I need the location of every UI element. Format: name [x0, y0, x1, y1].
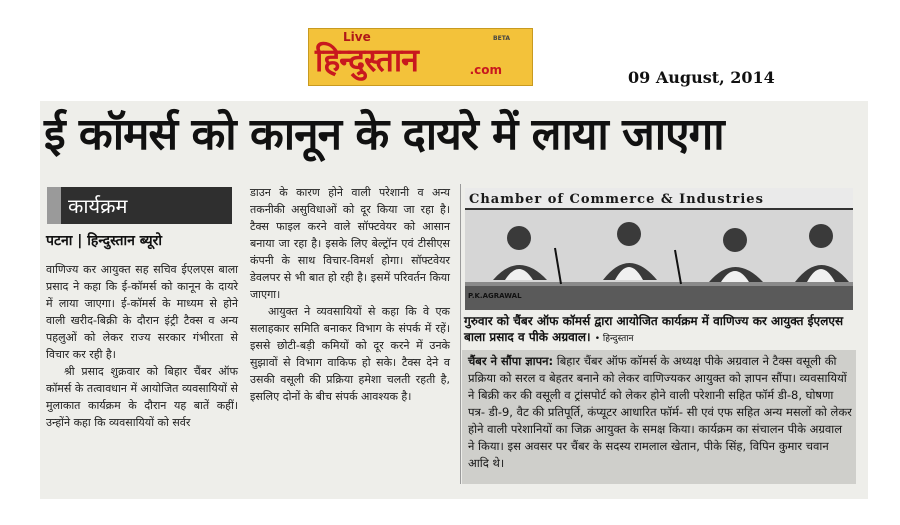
section-label-tab — [47, 187, 61, 224]
article-column-1 — [46, 261, 238, 431]
article-paragraph: श्री प्रसाद शुक्रवार को बिहार चैंबर ऑफ कॉमर्स के तत्वावधान में आयोजित व्यवसायियों से मुलाकात कार्यक्रम के दौरान यह बातें कहीं। उन्होंने कहा कि व्यवसायियों को सर्वर — [46, 365, 238, 429]
logo-domain: .com — [469, 63, 502, 77]
photo-banner-text: Chamber of Commerce & Industries — [469, 192, 764, 207]
dateline: पटना | हिन्दुस्तान ब्यूरो — [46, 233, 162, 249]
article-paragraph: डाउन के कारण होने वाली परेशानी व अन्य तकनीकी असुविधाओं को दूर किया जा रहा है। टैक्स फाइल करने वाले सॉफ्टवेयर को आसान बनाया जा रहा है। इसके लिए बेल्ट्रॉन एवं टीसीएस कंपनी के साथ विचार-विमर्श होगा। सॉफ्टवेयर डेवलपर से भी बात हो रही है। इसमें परिवर्तन किया जाएगा। — [250, 186, 450, 301]
photo-caption-text: गुरुवार को चैंबर ऑफ कॉमर्स द्वारा आयोजित कार्यक्रम में वाणिज्य कर आयुक्त ईएलएस बाला प्रसाद व पीके अग्रवाल। — [464, 314, 844, 344]
memorandum-lead: चैंबर ने सौंपा ज्ञापन: — [468, 354, 554, 368]
logo-wordmark: हिन्दुस्तान — [315, 41, 418, 79]
publication-date: 09 August, 2014 — [628, 68, 775, 87]
logo-beta-badge: BETA — [493, 35, 510, 42]
logo-live-text: Live — [343, 30, 371, 44]
photo-credit: • हिन्दुस्तान — [594, 334, 634, 344]
memorandum-body: बिहार चैंबर ऑफ कॉमर्स के अध्यक्ष पीके अग्रवाल ने टैक्स वसूली की प्रक्रिया को सरल व बेहतर बनाने को लेकर वाणिज्यकर आयुक्त को ज्ञापन सौंपा। व्यवसायियों ने बिक्री कर की वसूली व ट्रांसपोर्ट को लेकर होने वाली परेशानी सहित फॉर्म डी-8, घोषणा पत्र- डी-9, वैट की प्रतिपूर्ति, कंप्यूटर आधारित फॉर्म- सी एवं एफ सहित अन्य मसलों को लेकर होने वाली परेशानियों का जिक्र आयुक्त के समक्ष किया। कार्यक्रम का संचालन पीके अग्रवाल ने किया। इस अवसर पर चैंबर के सदस्य रामलाल खेतान, पीके सिंह, विपिन कुमार चवान आदि थे। — [468, 354, 852, 470]
column-divider — [460, 184, 461, 484]
memorandum-text — [468, 353, 852, 472]
hindustan-logo[interactable] — [308, 28, 533, 86]
photo-caption — [464, 313, 856, 347]
article-paragraph: आयुक्त ने व्यवसायियों से कहा कि वे एक सलाहकार समिति बनाकर विभाग के संपर्क में रहें। इससे छोटी-बड़ी कमियों को दूर करने में उनके सुझावों से विभाग वाकिफ हो सके। टैक्स देने व उसकी वसूली की प्रक्रिया हमेशा चलती रहती है, इसलिए दोनों के बीच संपर्क आवश्यक है। — [250, 305, 450, 403]
article-headline: ई कॉमर्स को कानून के दायरे में लाया जाएगा — [44, 109, 724, 160]
article-column-2 — [250, 184, 450, 405]
section-label: कार्यक्रम — [68, 194, 128, 218]
article-paragraph: वाणिज्य कर आयुक्त सह सचिव ईएलएस बाला प्रसाद ने कहा कि ई-कॉमर्स को कानून के दायरे में लाया जाएगा। ई-कॉमर्स के माध्यम से होने वाली खरीद-बिक्री के दौरान इंट्री टैक्स व अन्य पहलुओं को लेकर राज्य सरकार गंभीरता से विचार कर रही है। — [46, 263, 238, 361]
photo-nameplate: P.K.AGRAWAL — [468, 292, 522, 300]
